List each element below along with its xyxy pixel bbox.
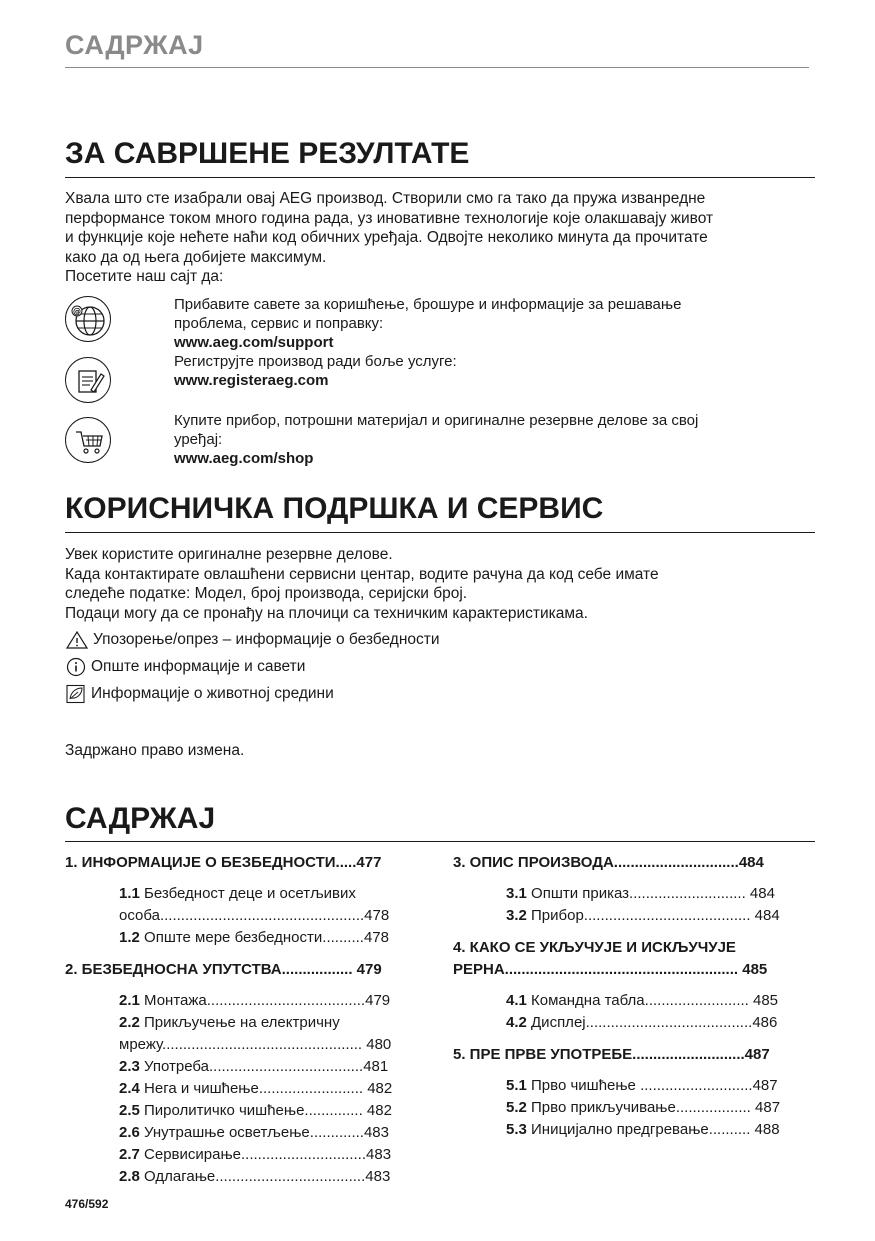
visit-line: Посетите наш сајт да: bbox=[65, 268, 224, 285]
toc-section-text: Монтажа......................................479 bbox=[139, 992, 391, 1009]
toc-subsection[interactable] bbox=[506, 1012, 777, 1033]
toc-section-text: Сервисирање..............................483 bbox=[139, 1146, 392, 1163]
reserved-note: Задржано право измена. bbox=[65, 742, 245, 759]
toc-section-text: Употреба.....................................481 bbox=[139, 1058, 389, 1075]
intro-paragraph bbox=[65, 189, 825, 287]
toc-section-number: 2.1 bbox=[119, 992, 140, 1009]
toc-chapter-text: РЕРНА........................................................ 485 bbox=[453, 961, 768, 978]
toc-chapter[interactable] bbox=[453, 937, 736, 958]
toc-section-text: Пиролитичко чишћење.............. 482 bbox=[139, 1102, 392, 1119]
legend-text: Упозорење/опрез – информације о безбедности bbox=[93, 631, 440, 648]
toc-chapter[interactable] bbox=[453, 1044, 770, 1065]
toc-section-number: 2.4 bbox=[119, 1080, 140, 1097]
toc-subsection[interactable] bbox=[119, 1144, 391, 1165]
toc-section-text: Одлагање....................................483 bbox=[139, 1168, 391, 1185]
toc-subsection[interactable] bbox=[119, 1012, 340, 1033]
intro-line: како да од њега добијете максимум. bbox=[65, 248, 327, 266]
toc-chapter-text: 3. ОПИС ПРОИЗВОДА..............................484 bbox=[453, 854, 764, 871]
toc-subsection[interactable] bbox=[119, 990, 390, 1011]
shopping-cart-icon bbox=[65, 417, 111, 463]
toc-chapter[interactable] bbox=[65, 852, 381, 873]
toc-chapter-text: 1. ИНФОРМАЦИЈЕ О БЕЗБЕДНОСТИ.....477 bbox=[65, 854, 382, 871]
toc-section-number: 4.1 bbox=[506, 992, 527, 1009]
toc-section-number: 5.1 bbox=[506, 1077, 527, 1094]
toc-section-text: Дисплеј........................................486 bbox=[526, 1014, 778, 1031]
legend-text: Информације о животној средини bbox=[91, 685, 334, 702]
toc-section-text: Унутрашње осветљење.............483 bbox=[139, 1124, 389, 1141]
toc-section-text: Општи приказ............................ 484 bbox=[526, 885, 775, 902]
legend-text: Опште информације и савети bbox=[91, 658, 306, 675]
toc-section-number: 3.1 bbox=[506, 885, 527, 902]
toc-subsection[interactable] bbox=[506, 1097, 780, 1118]
toc-section-number: 2.7 bbox=[119, 1146, 140, 1163]
running-head: САДРЖАЈ bbox=[65, 30, 204, 60]
toc-subsection[interactable] bbox=[119, 1056, 388, 1077]
toc-section-text: Иницијално предгревање.......... 488 bbox=[526, 1121, 780, 1138]
toc-section-text: Прибор........................................ 484 bbox=[526, 907, 780, 924]
toc-chapter[interactable] bbox=[65, 959, 382, 980]
intro-line: и функције које нећете наћи код обичних уређаја. Одвојте неколико минута да прочитате bbox=[65, 229, 708, 246]
shop-block bbox=[174, 411, 698, 468]
support-paragraph bbox=[65, 545, 825, 623]
toc-section-number: 5.2 bbox=[506, 1099, 527, 1116]
shop-text: Купите прибор, потрошни материјал и оригиналне резервне делове за свој bbox=[174, 412, 699, 429]
svg-text:@: @ bbox=[73, 307, 81, 316]
info-icon bbox=[65, 657, 87, 677]
toc-section-number: 2.6 bbox=[119, 1124, 140, 1141]
intro-line: Хвала што сте изабрали овај AEG производ. Створили смо га тако да пружа изванредне bbox=[65, 190, 706, 207]
toc-subsection-continued[interactable] bbox=[119, 905, 389, 926]
toc-section-number: 2.8 bbox=[119, 1168, 140, 1185]
toc-section-text: Прво чишћење ...........................487 bbox=[526, 1077, 778, 1094]
toc-subsection[interactable] bbox=[119, 1100, 392, 1121]
toc-section-text: Безбедност деце и осетљивих bbox=[139, 885, 356, 902]
toc-section-number: 4.2 bbox=[506, 1014, 527, 1031]
toc-subsection[interactable] bbox=[119, 1166, 390, 1187]
legend-warning bbox=[65, 630, 440, 650]
toc-subsection[interactable] bbox=[506, 1075, 778, 1096]
toc-subsection[interactable] bbox=[506, 1119, 780, 1140]
page-number: 476/592 bbox=[65, 1197, 109, 1211]
toc-subsection[interactable] bbox=[119, 1078, 392, 1099]
shop-link[interactable]: www.aeg.com/shop bbox=[174, 450, 314, 467]
support-text: Прибавите савете за коришћење, брошуре и информације за решавање bbox=[174, 296, 682, 313]
toc-section-number: 2.2 bbox=[119, 1014, 140, 1031]
toc-section-number: 2.5 bbox=[119, 1102, 140, 1119]
shop-text: уређај: bbox=[174, 431, 223, 448]
section-title-results: ЗА САВРШЕНЕ РЕЗУЛТАТЕ bbox=[65, 137, 470, 170]
toc-subsection-continued[interactable] bbox=[119, 1034, 391, 1055]
support-line: Подаци могу да се пронађу на плочици са техничким карактеристикама. bbox=[65, 604, 588, 622]
toc-subsection[interactable] bbox=[506, 883, 775, 904]
toc-subsection[interactable] bbox=[506, 905, 780, 926]
support-block bbox=[174, 295, 681, 390]
registration-form-icon bbox=[65, 357, 111, 403]
toc-chapter[interactable] bbox=[453, 852, 764, 873]
section-rule bbox=[65, 841, 815, 842]
toc-section-number: 1.1 bbox=[119, 885, 140, 902]
toc-section-number: 3.2 bbox=[506, 907, 527, 924]
support-text: проблема, сервис и поправку: bbox=[174, 315, 384, 332]
leaf-icon bbox=[65, 684, 87, 704]
support-line: Увек користите оригиналне резервне делове. bbox=[65, 546, 393, 563]
register-link[interactable]: www.registeraeg.com bbox=[174, 372, 329, 389]
intro-line: перформансе током много година рада, уз иновативне технологије које олакшавају живот bbox=[65, 209, 714, 227]
toc-chapter-text: 5. ПРЕ ПРВЕ УПОТРЕБЕ...........................487 bbox=[453, 1046, 770, 1063]
toc-section-number: 2.3 bbox=[119, 1058, 140, 1075]
register-text: Региструјте производ ради боље услуге: bbox=[174, 353, 457, 370]
toc-section-text: Прво прикључивање.................. 487 bbox=[526, 1099, 781, 1116]
toc-section-text: Опште мере безбедности..........478 bbox=[139, 929, 389, 946]
section-rule bbox=[65, 532, 815, 533]
legend-info bbox=[65, 657, 305, 677]
toc-section-text: Прикључење на електричну bbox=[139, 1014, 340, 1031]
running-head-rule bbox=[65, 67, 809, 68]
toc-chapter-text: 4. КАКО СЕ УКЉУЧУЈЕ И ИСКЉУЧУЈЕ bbox=[453, 939, 736, 956]
toc-section-number: 5.3 bbox=[506, 1121, 527, 1138]
toc-subsection[interactable] bbox=[506, 990, 778, 1011]
support-link[interactable]: www.aeg.com/support bbox=[174, 334, 334, 351]
globe-icon bbox=[65, 296, 111, 342]
toc-section-text: Нега и чишћење......................... 482 bbox=[139, 1080, 393, 1097]
support-line: следеће податке: Модел, број производа, серијски број. bbox=[65, 585, 468, 602]
toc-section-text: особа.................................................478 bbox=[119, 907, 390, 924]
toc-subsection[interactable] bbox=[119, 883, 356, 904]
toc-section-text: мрежу................................................ 480 bbox=[119, 1036, 392, 1053]
support-line: Када контактирате овлашћени сервисни центар, водите рачуна да код себе имате bbox=[65, 565, 659, 583]
toc-title: САДРЖАЈ bbox=[65, 802, 216, 835]
warning-triangle-icon bbox=[65, 630, 89, 650]
toc-subsection[interactable] bbox=[119, 1122, 389, 1143]
section-title-support: КОРИСНИЧКА ПОДРШКА И СЕРВИС bbox=[65, 492, 604, 525]
toc-subsection[interactable] bbox=[119, 927, 389, 948]
legend-environment bbox=[65, 684, 334, 704]
toc-section-text: Командна табла......................... 485 bbox=[526, 992, 779, 1009]
section-rule bbox=[65, 177, 815, 178]
toc-section-number: 1.2 bbox=[119, 929, 140, 946]
toc-chapter-text: 2. БЕЗБЕДНОСНА УПУТСТВА................. 479 bbox=[65, 961, 382, 978]
toc-chapter[interactable] bbox=[453, 959, 767, 980]
